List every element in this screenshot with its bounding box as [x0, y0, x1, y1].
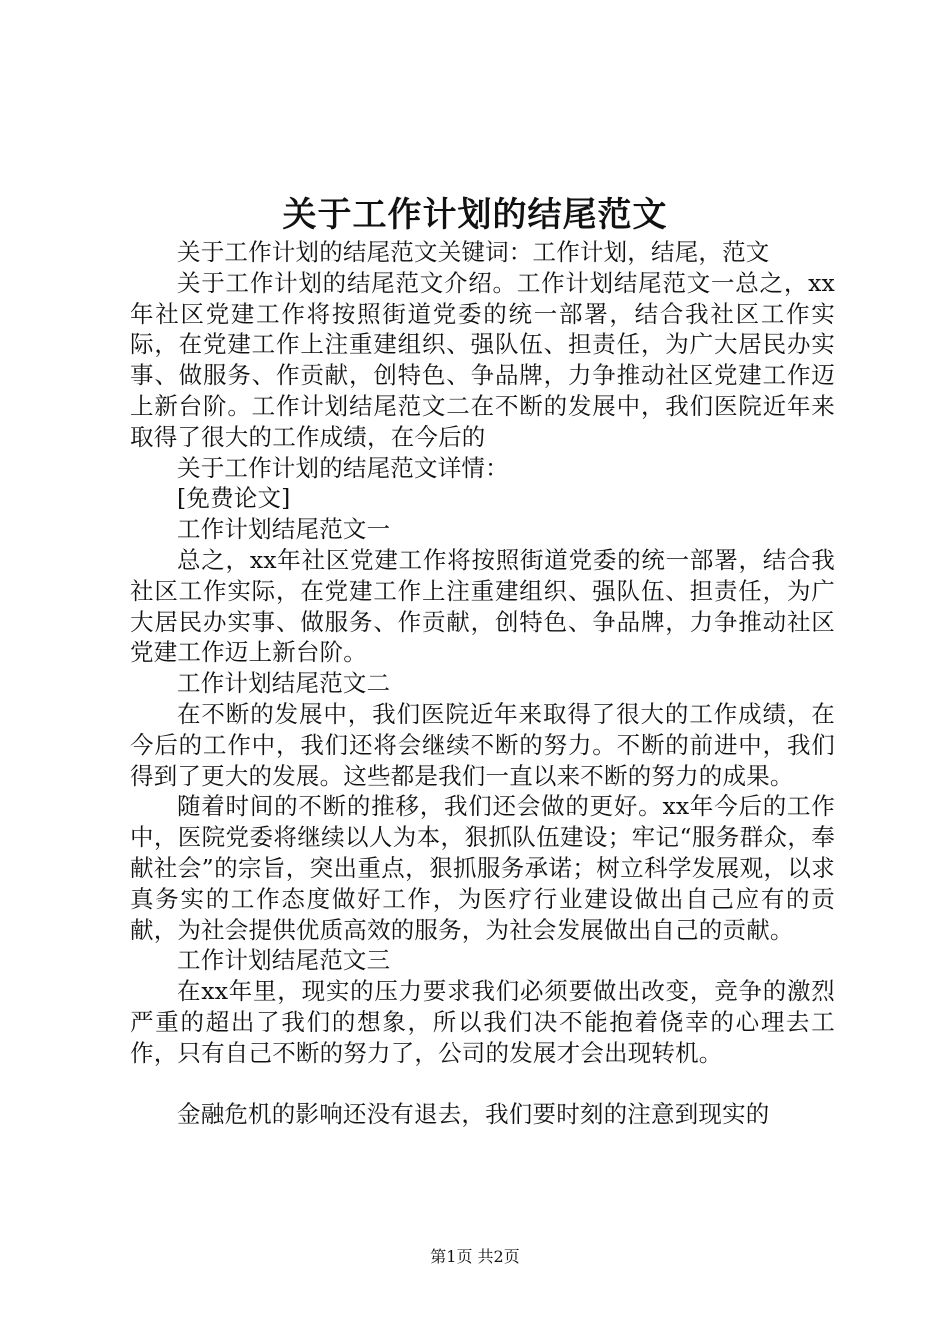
section-heading-3: 工作计划结尾范文三: [177, 946, 391, 975]
keywords-paragraph: 关于工作计划的结尾范文关键词：工作计划，结尾，范文: [177, 238, 770, 266]
section-2-paragraph-1: 在不断的发展中，我们医院近年来取得了很大的工作成绩，在今后的工作中，我们还将会继续不断的努力。不断的前进中，我们得到了更大的发展。这些都是我们一直以来不断的努力的成果。: [130, 699, 835, 790]
section-heading-2: 工作计划结尾范文二: [177, 669, 391, 698]
section-1-paragraph: 总之，xx年社区党建工作将按照街道党委的统一部署，结合我社区工作实际，在党建工作上注重建组织、强队伍、担责任，为广大居民办实事、做服务、作贡献，创特色、争品牌，力争推动社区党建工作迈上新台阶。: [130, 545, 835, 667]
details-heading: 关于工作计划的结尾范文详情：: [177, 453, 509, 482]
section-2-paragraph-2: 随着时间的不断的推移，我们还会做的更好。xx年今后的工作中，医院党委将继续以人为本，狠抓队伍建设；牢记“服务群众，奉献社会”的宗旨，突出重点，狠抓服务承诺；树立科学发展观，以求真务实的工作态度做好工作，为医疗行业建设做出自己应有的贡献，为社会提供优质高效的服务，为社会发展做出自己的贡献。: [130, 792, 835, 944]
section-3-paragraph-1: 在xx年里，现实的压力要求我们必须要做出改变，竞争的激烈严重的超出了我们的想象，所以我们决不能抱着侥幸的心理去工作，只有自己不断的努力了，公司的发展才会出现转机。: [130, 977, 835, 1067]
section-3-paragraph-2: 金融危机的影响还没有退去，我们要时刻的注意到现实的: [177, 1100, 770, 1129]
document-title: 关于工作计划的结尾范文: [282, 195, 668, 235]
intro-paragraph: 关于工作计划的结尾范文介绍。工作计划结尾范文一总之，xx年社区党建工作将按照街道党委的统一部署，结合我社区工作实际，在党建工作上注重建组织、强队伍、担责任，为广大居民办实事、做服务、作贡献，创特色、争品牌，力争推动社区党建工作迈上新台阶。工作计划结尾范文二在不断的发展中，我们医院近年来取得了很大的工作成绩，在今后的: [130, 268, 835, 451]
document-body: [130, 237, 835, 1130]
section-heading-1: 工作计划结尾范文一: [177, 515, 391, 544]
free-paper-tag: [免费论文]: [177, 484, 291, 513]
page-number-footer: 第1页 共2页: [430, 1247, 520, 1266]
